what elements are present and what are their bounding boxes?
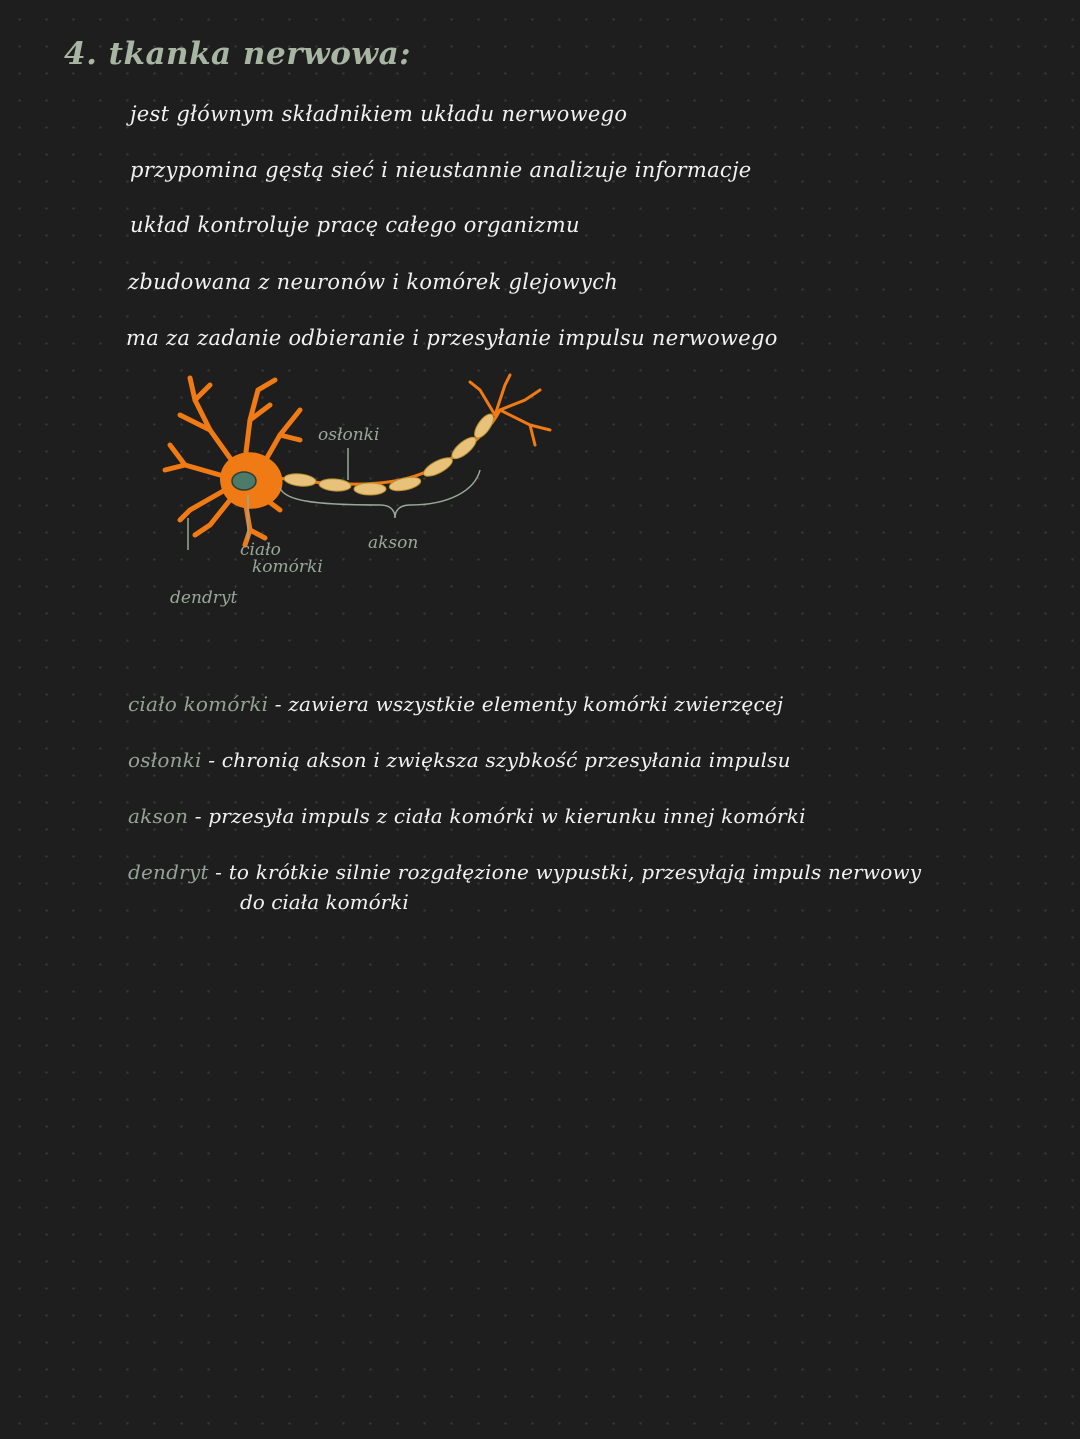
definition-term: osłonki <box>128 748 202 772</box>
note-line-3: układ kontroluje pracę całego organizmu <box>130 213 580 237</box>
oslonki-label: osłonki <box>318 425 380 445</box>
definition-cialo <box>128 692 783 716</box>
definition-text: - przesyła impuls z ciała komórki w kierunku innej komórki <box>188 804 806 828</box>
definition-term: ciało komórki <box>128 692 269 716</box>
definition-akson <box>128 804 806 828</box>
definition-text: - chronią akson i zwiększa szybkość przesyłania impulsu <box>201 748 791 772</box>
dendryt-label: dendryt <box>170 588 238 608</box>
nucleus <box>232 472 256 490</box>
definition-text: - to krótkie silnie rozgałęzione wypustki, przesyłają impuls nerwowy <box>208 860 922 884</box>
note-line-5: ma za zadanie odbieranie i przesyłanie impulsu nerwowego <box>126 326 778 350</box>
note-line-2: przypomina gęstą sieć i nieustannie analizuje informacje <box>130 158 752 182</box>
akson-label: akson <box>368 533 419 553</box>
definition-dendryt <box>128 860 921 884</box>
neuron-diagram <box>150 360 570 620</box>
definition-oslonki <box>128 748 791 772</box>
definition-text: - zawiera wszystkie elementy komórki zwierzęcej <box>268 692 784 716</box>
note-line-4: zbudowana z neuronów i komórek glejowych <box>128 270 619 294</box>
definition-dendryt-continuation: do ciała komórki <box>240 890 409 914</box>
definition-term: akson <box>128 804 189 828</box>
cialo-label-line-1: ciało <box>240 540 281 560</box>
definition-term: dendryt <box>128 860 209 884</box>
cialo-label-line-2: komórki <box>252 557 323 577</box>
note-line-1: jest głównym składnikiem układu nerwowego <box>130 102 628 126</box>
page-title: 4. tkanka nerwowa: <box>64 36 412 72</box>
